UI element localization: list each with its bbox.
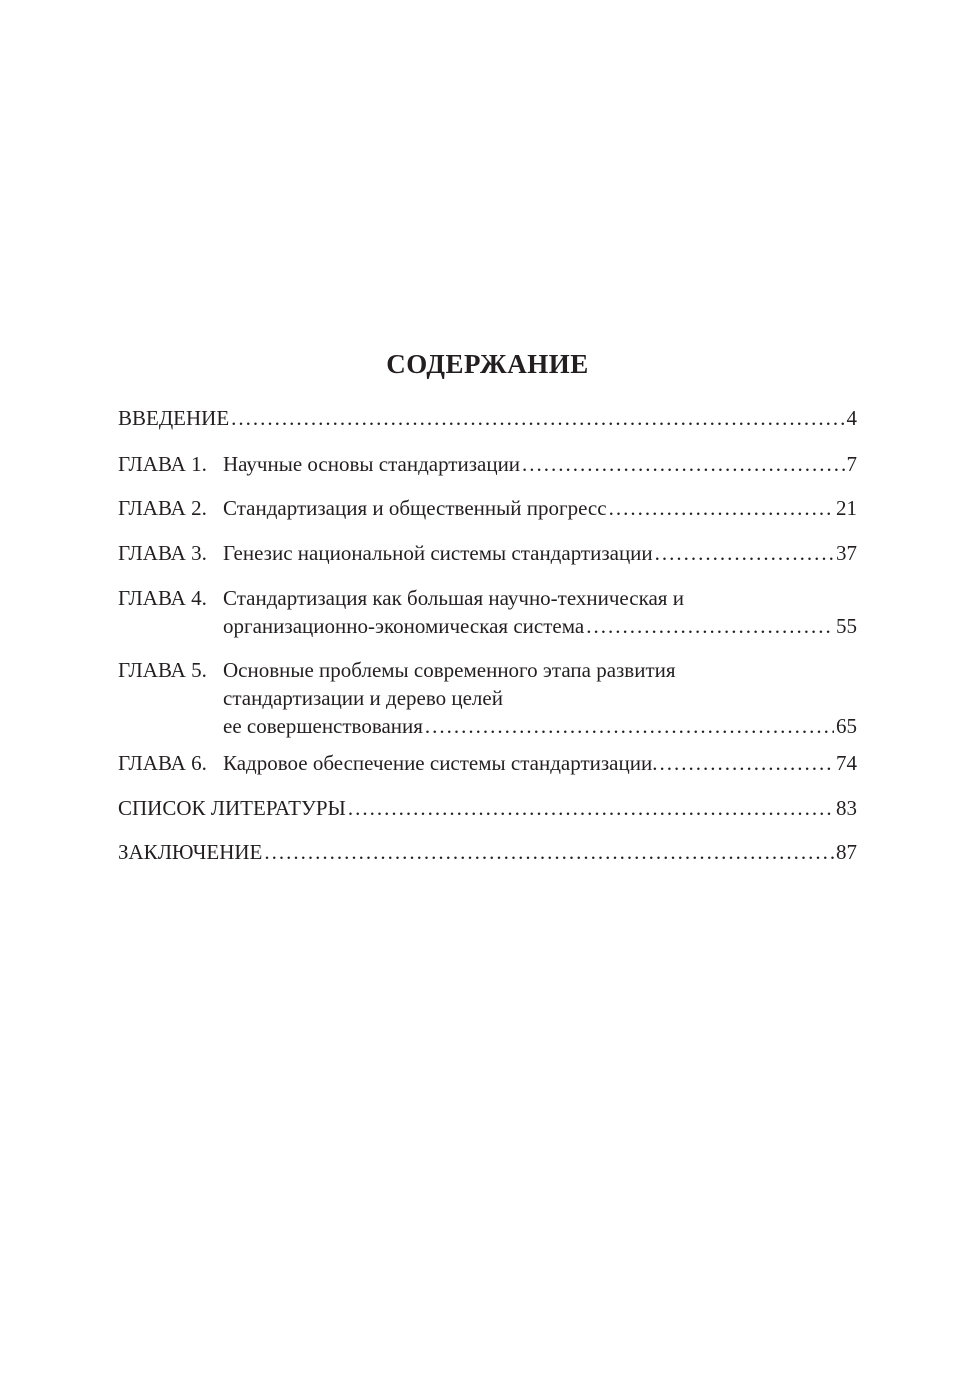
toc-chapter-number: ГЛАВА 2.: [118, 496, 207, 520]
dot-leader: [425, 712, 834, 740]
toc-chapter-title-line-1: Стандартизация как большая научно-техническая и: [223, 586, 684, 610]
dot-leader: [522, 450, 844, 478]
toc-chapter-title-line-1: Основные проблемы современного этапа развития: [223, 658, 676, 682]
toc-entry-bibliography[interactable]: [118, 794, 857, 822]
toc-chapter-title-line-3: ее совершенствования: [223, 714, 423, 738]
toc-entry-chapter-4[interactable]: [118, 584, 857, 640]
toc-entry-conclusion[interactable]: [118, 838, 857, 866]
toc-entry-label: ВВЕДЕНИЕ: [118, 406, 230, 430]
toc-chapter-title: Кадровое обеспечение системы стандартизации.: [223, 751, 658, 775]
toc-page-number: 21: [836, 496, 857, 520]
toc-entry-chapter-1[interactable]: [118, 450, 857, 478]
toc-title: СОДЕРЖАНИЕ: [386, 349, 589, 379]
toc-chapter-title-line-2: организационно-экономическая система: [223, 614, 585, 638]
dot-leader: [348, 794, 834, 822]
toc-chapter-number: ГЛАВА 6.: [118, 751, 207, 775]
toc-chapter-title: Стандартизация и общественный прогресс: [223, 496, 607, 520]
toc-page-number: 7: [846, 452, 857, 476]
toc-entry-chapter-2[interactable]: [118, 494, 857, 522]
dot-leader: [655, 539, 834, 567]
toc-entry-chapter-3[interactable]: [118, 539, 857, 567]
dot-leader: [609, 494, 834, 522]
dot-leader: [231, 404, 844, 432]
toc-chapter-title: Генезис национальной системы стандартизации: [223, 541, 653, 565]
toc-page-number: 87: [836, 840, 857, 864]
dot-leader: [659, 749, 834, 777]
dot-leader: [264, 838, 834, 866]
toc-entry-label: СПИСОК ЛИТЕРАТУРЫ: [118, 796, 346, 820]
toc-entry-introduction[interactable]: [118, 404, 857, 432]
toc-page-number: 55: [836, 614, 857, 638]
toc-chapter-number: ГЛАВА 1.: [118, 452, 207, 476]
toc-entry-label: ЗАКЛЮЧЕНИЕ: [118, 840, 263, 864]
toc-page-number: 4: [846, 406, 857, 430]
toc-chapter-number: ГЛАВА 4.: [118, 586, 207, 610]
dot-leader: [586, 612, 834, 640]
toc-chapter-title-line-2: стандартизации и дерево целей: [223, 686, 503, 710]
toc-chapter-number: ГЛАВА 5.: [118, 658, 207, 682]
toc-chapter-number: ГЛАВА 3.: [118, 541, 207, 565]
toc-chapter-title: Научные основы стандартизации: [223, 452, 521, 476]
toc-entry-chapter-6[interactable]: [118, 749, 857, 777]
toc-page-number: 65: [836, 714, 857, 738]
toc-page-number: 74: [836, 751, 857, 775]
toc-page-number: 37: [836, 541, 857, 565]
toc-entry-chapter-5[interactable]: [118, 656, 857, 740]
toc-page-number: 83: [836, 796, 857, 820]
